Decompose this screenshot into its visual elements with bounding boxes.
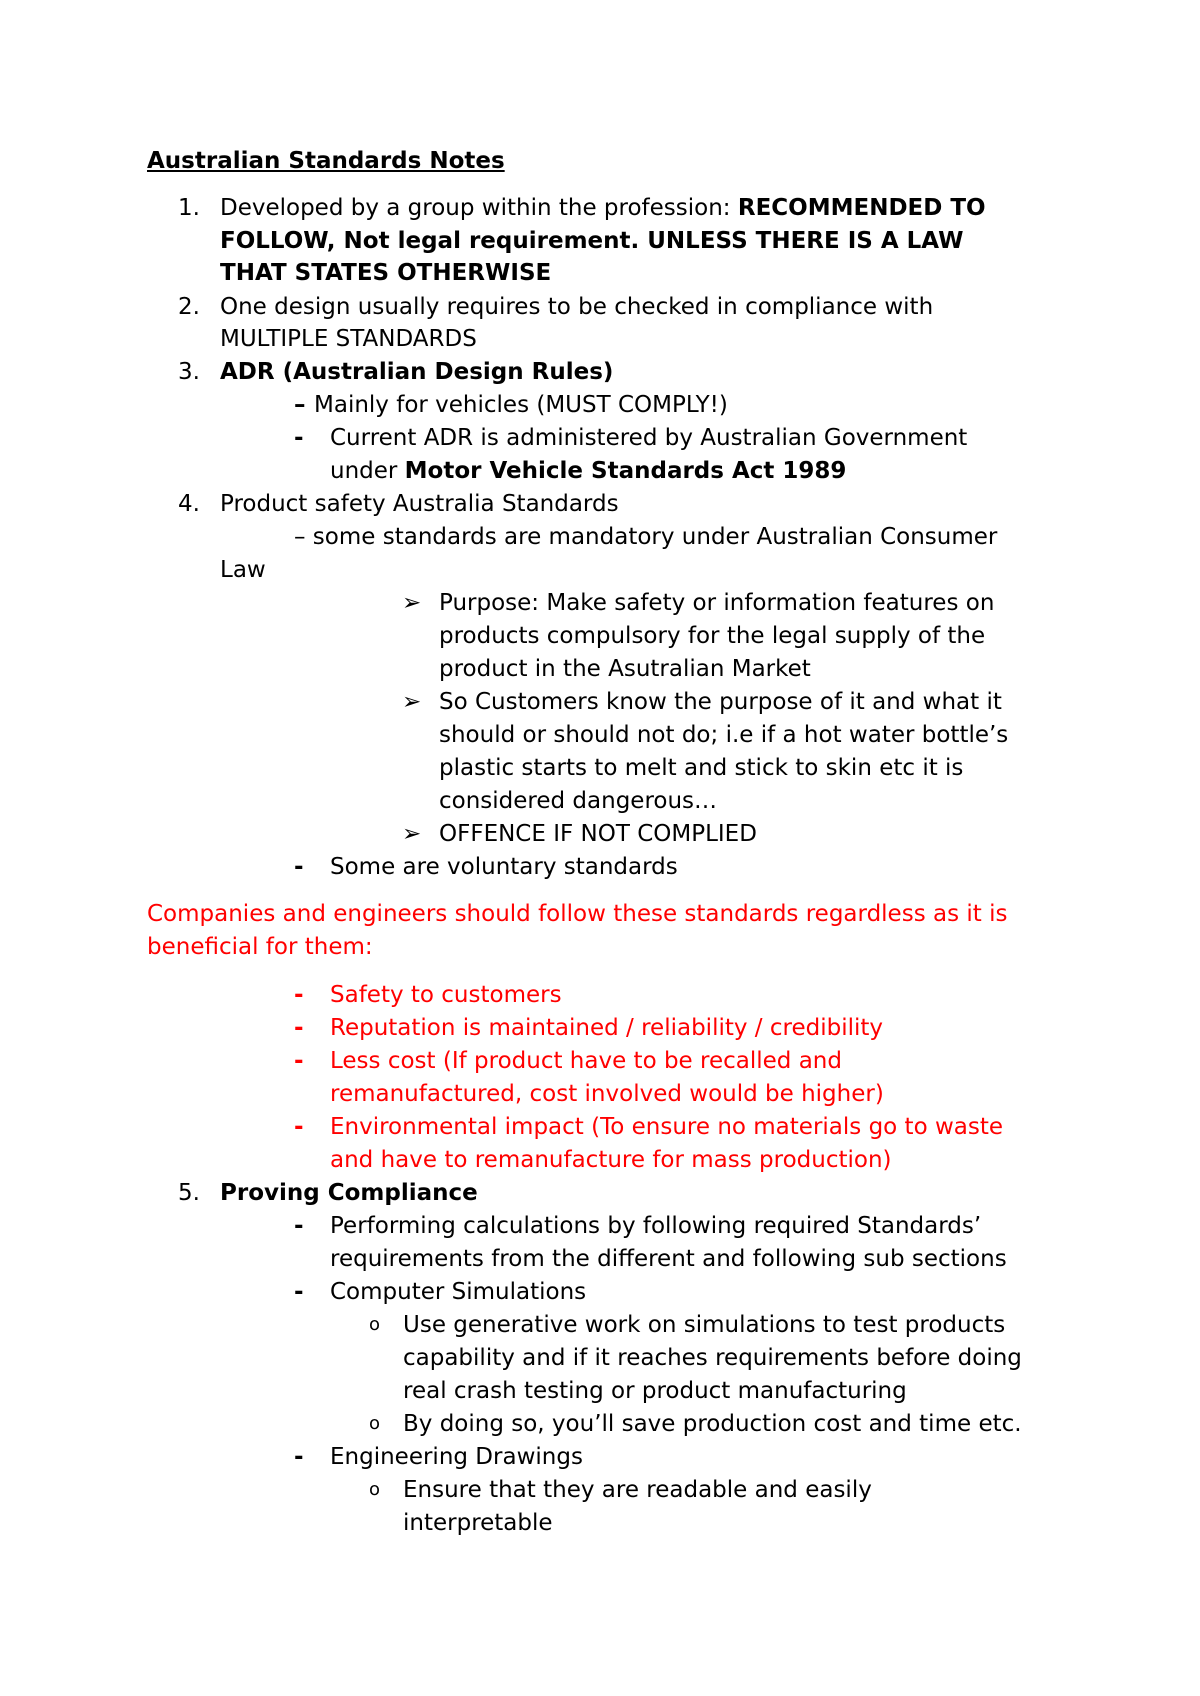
item-5-dash: - — [294, 1279, 304, 1305]
arrow-bullet-icon: ➢ — [402, 821, 422, 847]
red-dash: - — [294, 1048, 304, 1074]
page-title: Australian Standards Notes — [147, 148, 505, 174]
item-4-bullet-2-line-2: should or should not do; i.e if a hot water bottle’s — [439, 722, 1009, 748]
red-item-2: Reputation is maintained / reliability / credibility — [330, 1015, 883, 1041]
red-item-4-line-2: and have to remanufacture for mass production) — [330, 1147, 892, 1173]
red-item-3-line-2: remanufactured, cost involved would be higher) — [330, 1081, 884, 1107]
item-5-dash: - — [294, 1213, 304, 1239]
item-5-draw-1-line-2: interpretable — [403, 1510, 553, 1536]
item-5-sim-1-line-2: capability and if it reaches requirements before doing — [403, 1345, 1022, 1371]
red-item-1: Safety to customers — [330, 982, 562, 1008]
circle-bullet-icon: o — [369, 1314, 381, 1335]
item-4-bullet-2-line-3: plastic starts to melt and stick to skin etc it is — [439, 755, 964, 781]
item-2-line-2: MULTIPLE STANDARDS — [220, 326, 477, 352]
item-3-act-name: Motor Vehicle Standards Act 1989 — [404, 458, 847, 484]
item-3-sub-2-dash: - — [294, 425, 304, 451]
circle-bullet-icon: o — [369, 1479, 381, 1500]
item-1-number: 1. — [178, 195, 200, 221]
item-4-heading: Product safety Australia Standards — [220, 491, 619, 517]
item-3-number: 3. — [178, 359, 200, 385]
red-dash: - — [294, 982, 304, 1008]
item-4-number: 4. — [178, 491, 200, 517]
item-3-sub-2-plain: under — [330, 458, 405, 484]
item-5-sub-3: Engineering Drawings — [330, 1444, 583, 1470]
item-1-line-1 — [220, 192, 986, 224]
item-5-sim-2: By doing so, you’ll save production cost and time etc. — [403, 1411, 1022, 1437]
item-2-number: 2. — [178, 294, 200, 320]
item-5-heading: Proving Compliance — [220, 1180, 478, 1206]
item-2-line-1: One design usually requires to be checked in compliance with — [220, 294, 934, 320]
item-4-voluntary-dash: - — [294, 854, 304, 880]
item-4-bullet-1-line-1: Purpose: Make safety or information features on — [439, 590, 995, 616]
item-5-number: 5. — [178, 1180, 200, 1206]
item-1-bold-2: FOLLOW, Not legal requirement. UNLESS THERE IS A LAW — [220, 228, 964, 254]
item-5-sub-1-line-1: Performing calculations by following required Standards’ — [330, 1213, 982, 1239]
item-1-bold-1: RECOMMENDED TO — [737, 195, 986, 221]
item-1-bold-3: THAT STATES OTHERWISE — [220, 260, 552, 286]
red-intro-line-2: beneficial for them: — [147, 934, 373, 960]
arrow-bullet-icon: ➢ — [402, 590, 422, 616]
item-4-sub-line-2: Law — [220, 557, 266, 583]
item-3-heading: ADR (Australian Design Rules) — [220, 359, 614, 385]
red-item-4-line-1: Environmental impact (To ensure no materials go to waste — [330, 1114, 1004, 1140]
circle-bullet-icon: o — [369, 1413, 381, 1434]
item-4-bullet-3: OFFENCE IF NOT COMPLIED — [439, 821, 757, 847]
item-4-bullet-2-line-1: So Customers know the purpose of it and what it — [439, 689, 1002, 715]
red-intro-line-1: Companies and engineers should follow these standards regardless as it is — [147, 901, 1008, 927]
item-5-sub-1-line-2: requirements from the different and following sub sections — [330, 1246, 1007, 1272]
item-5-sub-2: Computer Simulations — [330, 1279, 587, 1305]
item-1-text: Developed by a group within the profession: — [220, 195, 738, 221]
red-item-3-line-1: Less cost (If product have to be recalled and — [330, 1048, 842, 1074]
item-5-sim-1-line-3: real crash testing or product manufacturing — [403, 1378, 907, 1404]
item-3-sub-1-dash: – — [294, 392, 306, 418]
item-4-voluntary: Some are voluntary standards — [330, 854, 678, 880]
red-dash: - — [294, 1114, 304, 1140]
item-3-sub-2-line-2 — [330, 455, 846, 487]
item-3-sub-2-line-1: Current ADR is administered by Australian Government — [330, 425, 968, 451]
item-4-sub-line-1: – some standards are mandatory under Australian Consumer — [294, 524, 998, 550]
item-4-bullet-2-line-4: considered dangerous… — [439, 788, 718, 814]
item-5-dash: - — [294, 1444, 304, 1470]
item-5-draw-1-line-1: Ensure that they are readable and easily — [403, 1477, 872, 1503]
item-3-sub-1: Mainly for vehicles (MUST COMPLY!) — [314, 392, 728, 418]
red-dash: - — [294, 1015, 304, 1041]
arrow-bullet-icon: ➢ — [402, 689, 422, 715]
item-4-bullet-1-line-3: product in the Asutralian Market — [439, 656, 811, 682]
item-5-sim-1-line-1: Use generative work on simulations to test products — [403, 1312, 1006, 1338]
item-4-bullet-1-line-2: products compulsory for the legal supply of the — [439, 623, 986, 649]
